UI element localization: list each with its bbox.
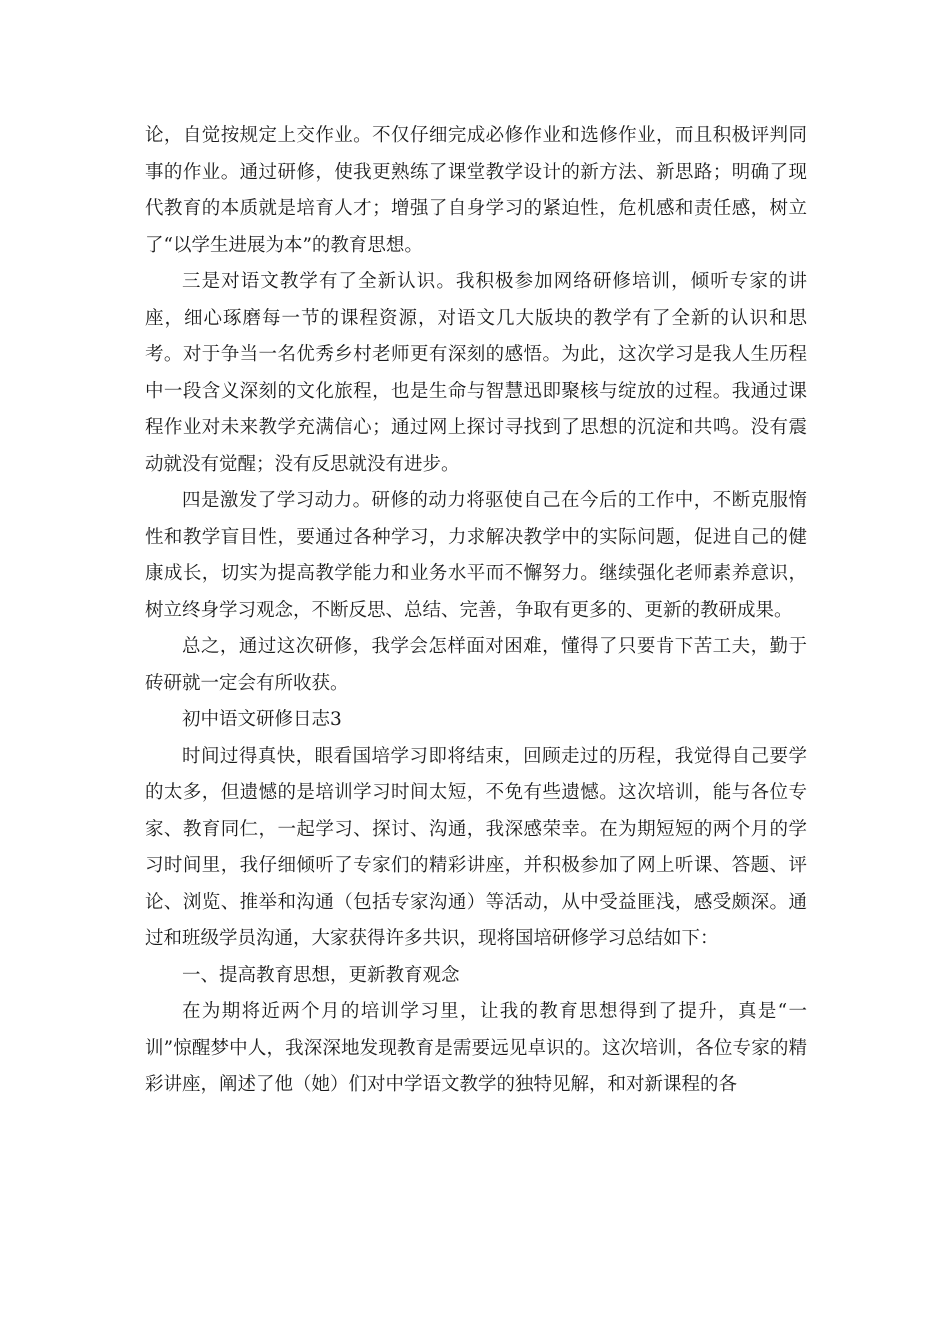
- paragraph-intro: 时间过得真快，眼看国培学习即将结束，回顾走过的历程，我觉得自己要学的太多，但遗憾的是培训学习时间太短，不免有些遗憾。这次培训，能与各位专家、教育同仁，一起学习、探讨、沟通，我深感荣幸。在为期短短的两个月的学习时间里，我仔细倾听了专家们的精彩讲座，并积极参加了网上听课、答题、评论、浏览、推举和沟通（包括专家沟通）等活动，从中受益匪浅，感受颇深。通过和班级学员沟通，大家获得许多共识，现将国培研修学习总结如下：: [145, 745, 807, 949]
- paragraph-continuation: 论，自觉按规定上交作业。不仅仔细完成必修作业和选修作业，而且积极评判同事的作业。通过研修，使我更熟练了课堂教学设计的新方法、新思路；明确了现代教育的本质就是培育人才；增强了自身学习的紧迫性，危机感和责任感，树立了“以学生进展为本”的教育思想。: [145, 125, 807, 256]
- section-title: 初中语文研修日志3: [182, 709, 342, 730]
- paragraph-point-four: 四是激发了学习动力。研修的动力将驱使自己在今后的工作中，不断克服惰性和教学盲目性，要通过各种学习，力求解决教学中的实际问题，促进自己的健康成长，切实为提高教学能力和业务水平而不懈努力。继续强化老师素养意识，树立终身学习观念，不断反思、总结、完善，争取有更多的、更新的教研成果。: [145, 490, 807, 621]
- paragraph-conclusion: 总之，通过这次研修，我学会怎样面对困难，懂得了只要肯下苦工夫，勤于砖研就一定会有所收获。: [145, 636, 807, 694]
- document-body: [145, 118, 807, 1104]
- paragraph-point-three: 三是对语文教学有了全新认识。我积极参加网络研修培训，倾听专家的讲座，细心琢磨每一节的课程资源，对语文几大版块的教学有了全新的认识和思考。对于争当一名优秀乡村老师更有深刻的感悟。为此，这次学习是我人生历程中一段含义深刻的文化旅程，也是生命与智慧迅即聚核与绽放的过程。我通过课程作业对未来教学充满信心；通过网上探讨寻找到了思想的沉淀和共鸣。没有震动就没有觉醒；没有反思就没有进步。: [145, 271, 807, 475]
- subsection-heading: 一、提高教育思想，更新教育观念: [182, 964, 460, 986]
- paragraph-body: 在为期将近两个月的培训学习里，让我的教育思想得到了提升，真是“一训”惊醒梦中人，我深深地发现教育是需要远见卓识的。这次培训，各位专家的精彩讲座，阐述了他（她）们对中学语文教学的独特见解，和对新课程的各: [145, 1001, 807, 1095]
